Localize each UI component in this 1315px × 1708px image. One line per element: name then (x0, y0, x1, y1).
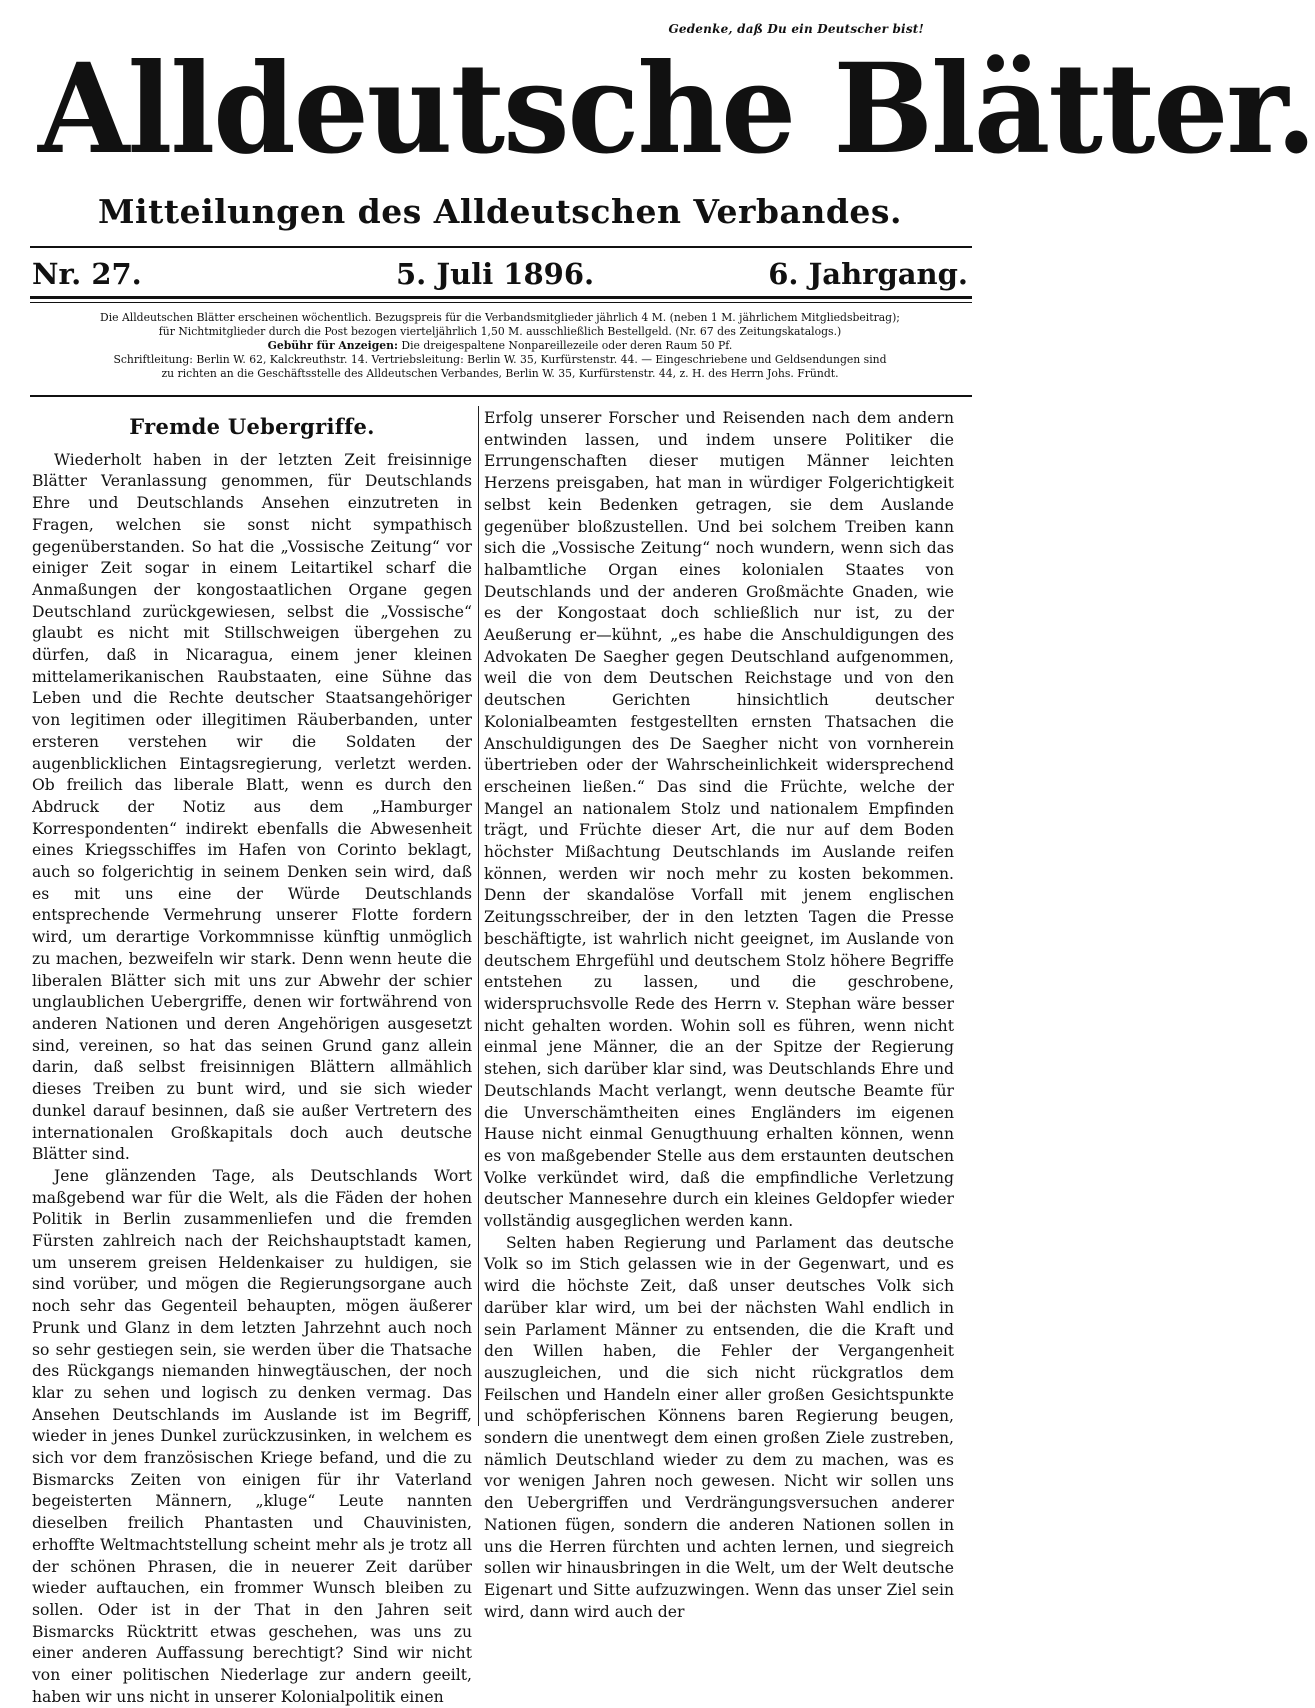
notice-line: Die Alldeutschen Blätter erscheinen wöchentlich. Bezugspreis für die Verbandsmitglieder jährlich 4 M. (neben 1 M. jährlichem Mitgliedsbeitrag); (100, 311, 900, 324)
masthead-title: Alldeutsche Blätter. (38, 35, 1315, 182)
right-column (484, 408, 954, 1623)
volume-year: 6. Jahrgang. (768, 257, 968, 291)
notice-line: für Nichtmitglieder durch die Post bezogen vierteljährlich 1,50 M. ausschließlich Bestellgeld. (Nr. 67 des Zeitungskatalogs.) (158, 325, 842, 338)
issue-number: Nr. 27. (32, 257, 142, 291)
dateline (32, 257, 968, 297)
column-divider (478, 406, 479, 1426)
dateline-rule-thick (30, 296, 972, 299)
subscription-notice (32, 311, 968, 381)
motto: Gedenke, daß Du ein Deutscher bist! (668, 22, 924, 36)
left-column (32, 410, 472, 1708)
notice-ad-label: Gebühr für Anzeigen: (267, 339, 398, 352)
notice-line: Schriftleitung: Berlin W. 62, Kalckreuthstr. 14. Vertriebsleitung: Berlin W. 35, Kurfürstenstr. 44. — Eingeschriebene und Geldsendungen sind (113, 353, 887, 366)
issue-date: 5. Juli 1896. (396, 257, 595, 291)
top-rule (30, 246, 972, 248)
article-paragraph: Jene glänzenden Tage, als Deutschlands Wort maßgebend war für die Welt, als die Fäden der hohen Politik in Berlin zusammenliefen und die fremden Fürsten zahlreich nach der Reichshauptstadt kamen, um unserem greisen Heldenkaiser zu huldigen, sie sind vorüber, und mögen die Regierungsorgane auch noch sehr das Gegenteil behaupten, mögen äußerer Prunk und Glanz in dem letzten Jahrzehnt auch noch so sehr gestiegen sein, sie werden über die Thatsache des Rückgangs niemanden hinwegtäuschen, der noch klar zu sehen und logisch zu denken vermag. Das Ansehen Deutschlands im Auslande ist im Begriff, wieder in jenes Dunkel zurückzusinken, in welchem es sich vor dem französischen Kriege befand, und die zu Bismarcks Zeiten von einigen für ihr Vaterland begeisterten Männern, „kluge“ Leute nannten dieselben freilich Phantasten und Chauvinisten, erhoffte Weltmachtstellung scheint mehr als je trotz all der schönen Phrasen, die in neuerer Zeit darüber wieder auftauchen, ein frommer Wunsch bleiben zu sollen. Oder ist in der That in den Jahren seit Bismarcks Rücktritt etwas geschehen, was uns zu einer anderen Auffassung berechtigt? Sind wir nicht von einer politischen Niederlage zur andern geeilt, haben wir uns nicht in unserer Kolonialpolitik einen (32, 1166, 472, 1706)
article-paragraph: Wiederholt haben in der letzten Zeit freisinnige Blätter Veranlassung genommen, für Deutschlands Ehre und Deutschlands Ansehen einzutreten in Fragen, welchen sie sonst nicht sympathisch gegenüberstanden. So hat die „Vossische Zeitung“ vor einiger Zeit sogar in einem Leitartikel scharf die Anmaßungen der kongostaatlichen Organe gegen Deutschland zurückgewiesen, selbst die „Vossische“ glaubt es nicht mit Stillschweigen übergehen zu dürfen, daß in Nicaragua, einem jener kleinen mittelamerikanischen Raubstaaten, eine Sühne das Leben und die Rechte deutscher Staatsangehöriger von legitimen oder illegitimen Räuberbanden, unter ersteren verstehen wir die Soldaten der augenblicklichen Eintagsregierung, verletzt werden. Ob freilich das liberale Blatt, wenn es durch den Abdruck der Notiz aus dem „Hamburger Korrespondenten“ indirekt ebenfalls die Abwesenheit eines Kriegsschiffes im Hafen von Corinto beklagt, auch so folgerichtig in seinem Denken sein wird, daß es mit uns eine der Würde Deutschlands entsprechende Vermehrung unserer Flotte fordern wird, um derartige Vorkommnisse künftig unmöglich zu machen, bezweifeln wir stark. Denn wenn heute die liberalen Blätter sich mit uns zur Abwehr der schier unglaublichen Uebergriffe, denen wir fortwährend von anderen Nationen und deren Angehörigen ausgesetzt sind, vereinen, so hat das seinen Grund ganz allein darin, daß selbst freisinnigen Blättern allmählich dieses Treiben zu bunt wird, und sie sich wieder dunkel darauf besinnen, daß sie außer Vertretern des internationalen Großkapitals doch auch deutsche Blätter sind. (32, 450, 472, 1164)
notice-line (32, 339, 968, 353)
notice-ad-text: Die dreigespaltene Nonpareillezeile oder deren Raum 50 Pf. (397, 339, 733, 352)
article-paragraph: Selten haben Regierung und Parlament das deutsche Volk so im Stich gelassen wie in der Gegenwart, und es wird die höchste Zeit, daß unser deutsches Volk sich darüber klar wird, um bei der nächsten Wahl endlich in sein Parlament Männer zu entsenden, die die Kraft und den Willen haben, die Fehler der Vergangenheit auszugleichen, und die sich nicht rückgratlos dem Feilschen und Handeln einer aller großen Gesichtspunkte und schöpferischen Könnens baren Regierung beugen, sondern die unentwegt dem einen großen Ziele zustreben, nämlich Deutschland wieder zu dem zu machen, was es vor wenigen Jahren noch gewesen. Nicht wir sollen uns den Uebergriffen und Verdrängungsversuchen anderer Nationen fügen, sondern die anderen Nationen sollen in uns die Herren fürchten und achten lernen, und siegreich sollen wir hinausbringen in die Welt, um der Welt deutsche Eigenart und Sitte aufzuzwingen. Wenn das unser Ziel sein wird, dann wird auch der (484, 1233, 954, 1621)
article-title: Fremde Uebergriffe. (129, 414, 375, 439)
masthead-subtitle: Mitteilungen des Alldeutschen Verbandes. (98, 192, 902, 231)
dateline-rule-thin (30, 302, 972, 303)
article-paragraph: Erfolg unserer Forscher und Reisenden nach dem andern entwinden lassen, und indem unsere Politiker die Errungenschaften dieser mutigen Männer leichten Herzens preisgaben, hat man in würdiger Folgerichtigkeit selbst kein Bedenken getragen, sie dem Auslande gegenüber bloßzustellen. Und bei solchem Treiben kann sich die „Vossische Zeitung“ noch wundern, wenn sich das halbamtliche Organ eines kolonialen Staates von Deutschlands und der anderen Großmächte Gnaden, wie es der Kongostaat doch schließlich nur ist, zu der Aeußerung er—kühnt, „es habe die Anschuldigungen des Advokaten De Saegher gegen Deutschland aufgenommen, weil die von dem Deutschen Reichstage und von den deutschen Gerichten hinsichtlich deutscher Kolonialbeamten festgestellten ernsten Thatsachen die Anschuldigungen des De Saegher nicht von vornherein übertrieben oder der Wahrscheinlichkeit widersprechend erscheinen ließen.“ Das sind die Früchte, welche der Mangel an nationalem Stolz und nationalem Empfinden trägt, und Früchte dieser Art, die nur auf dem Boden höchster Mißachtung Deutschlands im Auslande reifen können, werden wir noch mehr zu kosten bekommen. Denn der skandalöse Vorfall mit jenem englischen Zeitungsschreiber, der in den letzten Tagen die Presse beschäftigte, ist wahrlich nicht geeignet, im Auslande von deutschem Ehrgefühl und deutschem Stolz höhere Begriffe entstehen zu lassen, und die geschrobene, widerspruchsvolle Rede des Herrn v. Stephan wäre besser nicht gehalten worden. Wohin soll es führen, wenn nicht einmal jene Männer, die an der Spitze der Regierung stehen, sich darüber klar sind, was Deutschlands Ehre und Deutschlands Macht verlangt, wenn deutsche Beamte für die Unverschämtheiten eines Engländers im eigenen Hause nicht einmal Genugthuung erhalten können, wenn es von maßgebender Stelle aus dem erstaunten deutschen Volke verkündet wird, daß die empfindliche Verletzung deutscher Mannesehre durch ein kleines Geldopfer wieder vollständig ausgeglichen werden kann. (484, 409, 954, 1231)
notice-rule (30, 395, 972, 397)
notice-line: zu richten an die Geschäftsstelle des Alldeutschen Verbandes, Berlin W. 35, Kurfürstenstr. 44, z. H. des Herrn Johs. Fründt. (161, 367, 839, 380)
